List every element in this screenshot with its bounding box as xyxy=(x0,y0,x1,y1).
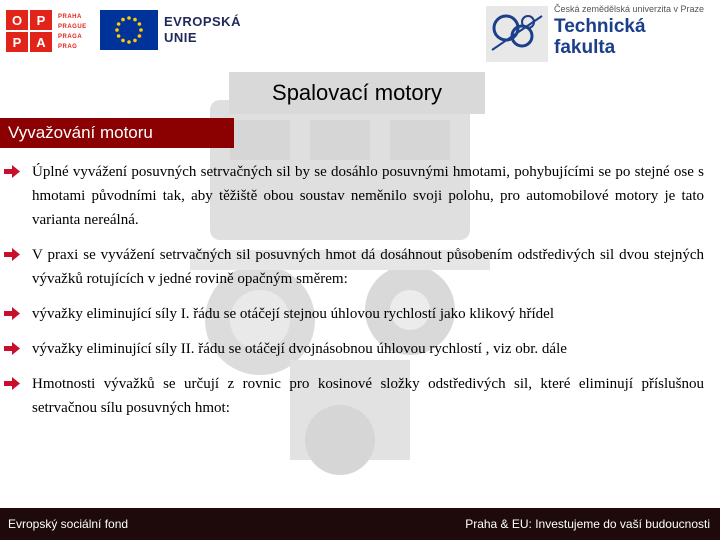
arrow-bullet-icon xyxy=(4,307,20,320)
faculty-name: Technická fakulta xyxy=(554,16,646,58)
faculty-logo xyxy=(486,4,716,66)
footer-right-text: Praha & EU: Investujeme do vaší budoucnosti xyxy=(465,517,710,531)
eu-logo xyxy=(100,10,240,52)
list-item: vývažky eliminující síly II. řádu se otáčejí dvojnásobnou úhlovou rychlostí , viz obr. dále xyxy=(4,337,704,361)
arrow-bullet-icon xyxy=(4,342,20,355)
oppa-letter: P xyxy=(6,32,28,52)
list-item: V praxi se vyvážení setrvačných sil posuvných hmot dá dosáhnout působením odstředivých sil dvou stejných vývažků rotujících v jedné rovině opačným směrem: xyxy=(4,243,704,291)
oppa-words: PRAHA PRAGUE PRAGA PRAG xyxy=(58,14,87,50)
arrow-bullet-icon xyxy=(4,377,20,390)
footer-left-text: Evropský sociální fond xyxy=(8,517,129,531)
oppa-letter: P xyxy=(30,10,52,30)
list-item: Úplné vyvážení posuvných setrvačných sil by se dosáhlo posuvnými hmotami, pohybujícími se po stejné ose s hmotami původními tak, aby těžiště obou soustav neměnilo svoji polohu, pro automobilové motory je tato varianta nereálná. xyxy=(4,160,704,232)
list-item: vývažky eliminující síly I. řádu se otáčejí stejnou úhlovou rychlostí jako klikový hřídel xyxy=(4,302,704,326)
arrow-bullet-icon xyxy=(4,248,20,261)
oppa-letter: O xyxy=(6,10,28,30)
list-item: Hmotnosti vývažků se určují z rovnic pro kosinové složky odstředivých sil, které eliminují příslušnou setrvačnou sílu posuvných hmot: xyxy=(4,372,704,420)
slide-subtitle: Vyvažování motoru xyxy=(0,118,234,148)
oppa-logo xyxy=(6,8,101,54)
university-name: Česká zemědělská univerzita v Praze xyxy=(554,4,705,14)
eu-flag-icon xyxy=(100,10,158,50)
slide-title: Spalovací motory xyxy=(272,80,442,105)
arrow-bullet-icon xyxy=(4,165,20,178)
eu-logo-text: EVROPSKÁ UNIE xyxy=(164,14,241,45)
footer-bar xyxy=(0,508,720,540)
oppa-letter: A xyxy=(30,32,52,52)
faculty-emblem-icon xyxy=(486,6,548,62)
bullet-list xyxy=(4,160,704,431)
